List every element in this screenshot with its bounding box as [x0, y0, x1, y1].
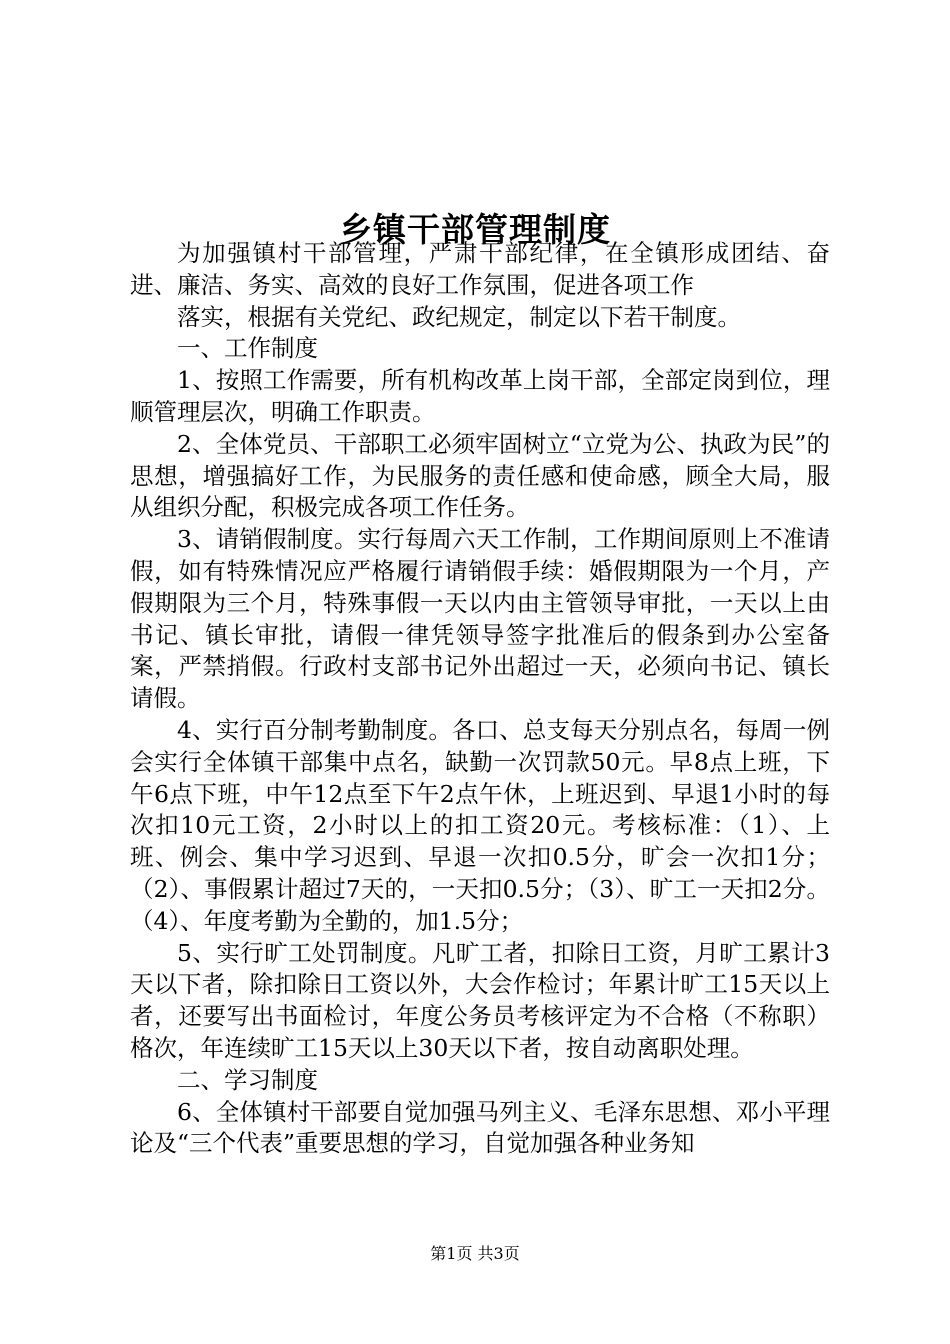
- paragraph-intro-continued: 落实，根据有关党纪、政纪规定，制定以下若干制度。: [177, 302, 741, 331]
- paragraph-rule-6: 6、全体镇村干部要自觉加强马列主义、毛泽东思想、邓小平理论及“三个代表”重要思想的学习，自觉加强各种业务知: [130, 1097, 830, 1158]
- paragraph-rule-5: 5、实行旷工处罚制度。凡旷工者，扣除日工资，月旷工累计3天以下者，除扣除日工资以外，大会作检讨；年累计旷工15天以上者，还要写出书面检讨，年度公务员考核评定为不合格（不称职）格次，年连续旷工15天以上30天以下者，按自动离职处理。: [130, 938, 830, 1062]
- paragraph-rule-3: 3、请销假制度。实行每周六天工作制，工作期间原则上不准请假，如有特殊情况应严格履行请销假手续：婚假期限为一个月，产假期限为三个月，特殊事假一天以内由主管领导审批，一天以上由书记、镇长审批，请假一律凭领导签字批准后的假条到办公室备案，严禁捎假。行政村支部书记外出超过一天，必须向书记、镇长请假。: [130, 525, 830, 713]
- section-heading-study-rules: 二、学习制度: [177, 1065, 318, 1094]
- paragraph-intro: 为加强镇村干部管理，严肃干部纪律，在全镇形成团结、奋进、廉洁、务实、高效的良好工作氛围，促进各项工作: [130, 239, 830, 299]
- paragraph-rule-4: 4、实行百分制考勤制度。各口、总支每天分别点名，每周一例会实行全体镇干部集中点名，缺勤一次罚款50元。早8点上班，下午6点下班，中午12点至下午2点午休，上班迟到、早退1小时的每次扣10元工资，2小时以上的扣工资20元。考核标准：（1）、上班、例会、集中学习迟到、早退一次扣0.5分，旷会一次扣1分；（2）、事假累计超过7天的，一天扣0.5分；（3）、旷工一天扣2分。（4）、年度考勤为全勤的，加1.5分；: [130, 715, 830, 935]
- section-heading-work-rules: 一、工作制度: [177, 334, 318, 363]
- paragraph-rule-2: 2、全体党员、干部职工必须牢固树立“立党为公、执政为民”的思想，增强搞好工作，为民服务的责任感和使命感，顾全大局，服从组织分配，积极完成各项工作任务。: [130, 429, 830, 522]
- page-footer: 第1页 共3页: [430, 1244, 520, 1263]
- paragraph-rule-1: 1、按照工作需要，所有机构改革上岗干部，全部定岗到位，理顺管理层次，明确工作职责。: [130, 366, 830, 426]
- document-title: 乡镇干部管理制度: [339, 210, 611, 250]
- document-body: [130, 238, 830, 1160]
